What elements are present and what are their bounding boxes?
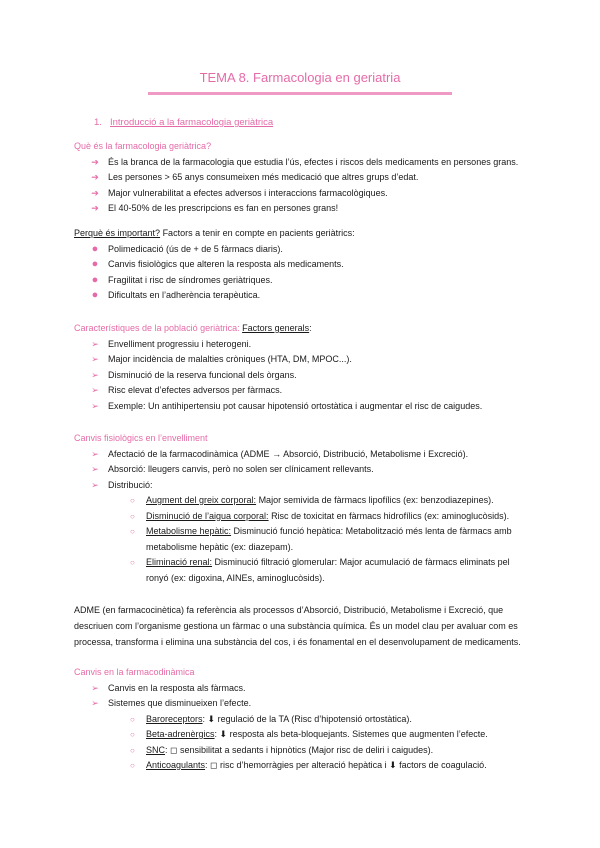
section-heading — [94, 117, 273, 128]
title-divider — [148, 92, 452, 95]
list-item: ➢ Exemple: Un antihipertensiu pot causar hipotensió ortostàtica i augmentar el risc de caigudes. — [74, 399, 534, 415]
circle-bullet-icon: ○ — [130, 496, 135, 505]
list-item: ➢ Absorció: lleugers canvis, però no solen ser clínicament rellevants. — [74, 462, 534, 478]
arrow-right-icon: ➔ — [91, 156, 99, 167]
list-item: ➢ Afectació de la farmacodinàmica (ADME → Absorció, Distribució, Metabolisme i Excreció). — [74, 447, 534, 463]
triangle-bullet-icon: ➢ — [91, 448, 99, 459]
perque-heading: Perquè és important? Factors a tenir en compte en pacients geriàtrics: — [74, 228, 355, 238]
list-item: ➔ És la branca de la farmacologia que estudia l’ús, efectes i riscos dels medicaments en persones grans. — [74, 155, 534, 171]
circle-bullet-icon: ○ — [130, 745, 135, 755]
list-item: ● Fragilitat i risc de síndromes geriàtriques. — [74, 273, 534, 289]
circle-bullet-icon: ○ — [130, 714, 135, 724]
triangle-bullet-icon: ➢ — [91, 369, 99, 380]
section-number: 1. — [94, 117, 102, 128]
triangle-bullet-icon: ➢ — [91, 464, 99, 474]
list-item: ➢ Disminució de la reserva funcional dels òrgans. — [74, 368, 534, 384]
section-label: Introducció a la farmacologia geriàtrica — [110, 117, 274, 128]
bullet-dot-icon: ● — [91, 258, 99, 270]
caract-heading: Característiques de la població geriàtrica: Factors generals: — [74, 323, 312, 333]
list-item: ○ Eliminació renal: Disminució filtració glomerular: Major acumulació de fàrmacs eliminats pel ronyó (ex: digoxina, AINEs, aminoglucòsids). — [130, 557, 510, 583]
list-item: ➢ Major incidència de malalties cròniques (HTA, DM, MPOC...). — [74, 352, 534, 368]
arrow-right-icon: ➔ — [91, 203, 99, 213]
list-item: ➢ Envelliment progressiu i heterogeni. — [74, 337, 534, 353]
list-item: ➢ Distribució: — [74, 478, 534, 494]
circle-bullet-icon: ○ — [130, 730, 135, 739]
list-item: ● Polimedicació (ús de + de 5 fàrmacs diaris). — [74, 242, 534, 258]
triangle-bullet-icon: ➢ — [91, 682, 99, 693]
circle-bullet-icon: ○ — [130, 527, 135, 536]
circle-bullet-icon: ○ — [130, 511, 135, 521]
list-item: ➢ Risc elevat d’efectes adversos per fàrmacs. — [74, 383, 534, 399]
list-item: ○ SNC: ◻ sensibilitat a sedants i hipnòtics (Major risc de deliri i caigudes). — [74, 743, 534, 759]
triangle-bullet-icon: ➢ — [91, 354, 99, 364]
list-item: ➢ Sistemes que disminueixen l’efecte. — [74, 696, 534, 712]
bullet-dot-icon: ● — [91, 273, 99, 286]
list-item: ○ Anticoagulants: ◻ risc d’hemorràgies per alteració hepàtica i ⬇ factors de coagulació. — [74, 758, 534, 774]
que-es-heading: Què és la farmacologia geriàtrica? — [74, 141, 212, 151]
arrow-right-icon: ➔ — [91, 172, 99, 182]
triangle-bullet-icon: ➢ — [91, 698, 99, 708]
perque-block — [74, 226, 534, 304]
list-item: ➔ Major vulnerabilitat a efectes adversos i interaccions farmacològiques. — [74, 186, 534, 202]
farmacodin-block — [74, 665, 534, 774]
triangle-bullet-icon: ➢ — [91, 479, 99, 490]
list-item: ➔ El 40-50% de les prescripcions es fan en persones grans! — [74, 201, 534, 217]
triangle-bullet-icon: ➢ — [91, 385, 99, 395]
bullet-dot-icon: ● — [91, 289, 99, 301]
triangle-bullet-icon: ➢ — [91, 400, 99, 411]
canvis-heading: Canvis fisiològics en l’envelliment — [74, 433, 208, 443]
list-item: ○ Metabolisme hepàtic: Disminució funció hepàtica: Metabolització més lenta de fàrmacs amb metabolisme hepàtic (ex: diazepam). — [130, 526, 512, 552]
list-item: ➢ Canvis en la resposta als fàrmacs. — [74, 681, 534, 697]
list-item: ➔ Les persones > 65 anys consumeixen més medicació que altres grups d’edat. — [74, 170, 534, 186]
page-title: TEMA 8. Farmacologia en geriatria — [199, 70, 401, 85]
canvis-block — [74, 431, 534, 586]
circle-bullet-icon: ○ — [130, 761, 135, 770]
list-item: ○ Disminució de l’aigua corporal: Risc de toxicitat en fàrmacs hidrofílics (ex: aminoglucòsids). — [74, 509, 534, 525]
list-item: ○ Baroreceptors: ⬇ regulació de la TA (Risc d’hipotensió ortostàtica). — [74, 712, 534, 728]
list-item: ○ Beta-adrenèrgics: ⬇ resposta als beta-bloquejants. Sistemes que augmenten l’efecte. — [74, 727, 534, 743]
adme-paragraph: ADME (en farmacocinètica) fa referència als processos d’Absorció, Distribució, Metabolisme i Excreció, que descriuen com l’organisme gestiona un fàrmac o una substància química. És un model clau per avaluar com es processa, transforma i elimina una substància del cos, i és fonamental en el desenvolupament de medicaments. — [74, 605, 521, 647]
farmacodin-heading: Canvis en la farmacodinàmica — [74, 667, 195, 677]
list-item: ● Canvis fisiològics que alteren la resposta als medicaments. — [74, 257, 534, 273]
que-es-block — [74, 139, 534, 217]
triangle-bullet-icon: ➢ — [91, 338, 99, 349]
arrow-right-icon: ➔ — [91, 187, 99, 198]
list-item: ○ Augment del greix corporal: Major semivida de fàrmacs lipofílics (ex: benzodiazepines). — [74, 493, 534, 509]
caract-block — [74, 321, 534, 414]
circle-bullet-icon: ○ — [130, 558, 135, 567]
list-item: ● Dificultats en l’adherència terapèutica. — [74, 288, 534, 304]
bullet-dot-icon: ● — [91, 242, 99, 255]
